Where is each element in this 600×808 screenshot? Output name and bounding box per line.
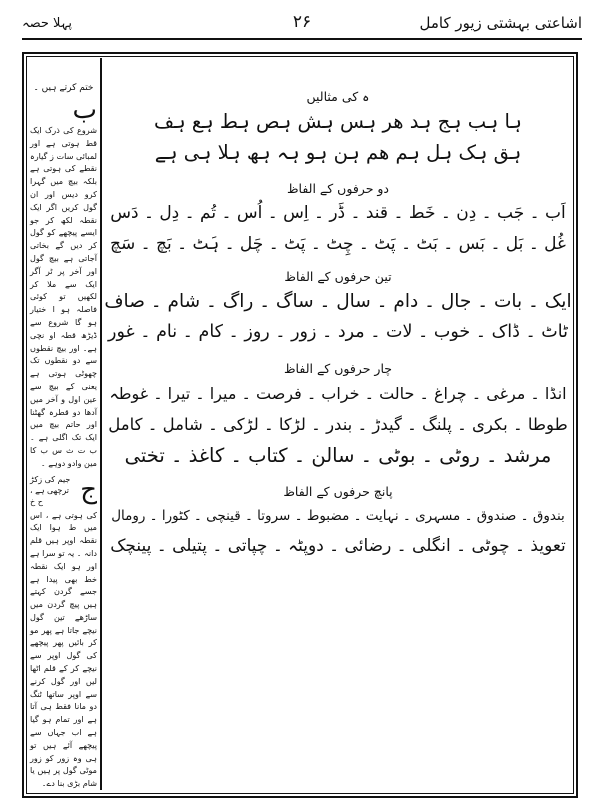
four-letter-words-line-2: طوطا ۔ بکری ۔ پلنگ ۔ گیدڑ ۔ بندر ۔ لڑکا ۔ لڑکی ۔ شامل ۔ کامل bbox=[108, 415, 568, 434]
page-header bbox=[22, 12, 582, 38]
part-label: پہلا حصہ bbox=[22, 16, 73, 31]
margin-letter-jeem-note: جیم کی زکڑ ترچھی ہے ، ح خ bbox=[30, 474, 71, 506]
three-letter-words-line-1: ایک ۔ بات ۔ جال ۔ دام ۔ سال ۔ ساگ ۔ راگ ۔ شام ۔ صاف bbox=[104, 291, 572, 312]
section-heading-three-letter-words: تین حرفوں کے الفاظ bbox=[284, 269, 392, 284]
five-letter-words-line-1: بندوق ۔ صندوق ۔ مسہری ۔ نہایت ۔ مضبوط ۔ سروتا ۔ قینچی ۔ کٹورا ۔ رومال bbox=[111, 508, 565, 524]
book-title: اشاعتی بہشتی زیور کامل bbox=[419, 14, 582, 32]
section-heading-four-letter-words: چار حرفوں کے الفاظ bbox=[284, 361, 392, 376]
margin-intro: ختم کرتے ہیں ۔ bbox=[33, 83, 94, 93]
margin-letter-be: ب bbox=[72, 95, 97, 125]
three-letter-words-line-2: ٹاٹ ۔ ڈاک ۔ خوب ۔ لات ۔ مرد ۔ زور ۔ روز ۔ کام ۔ نام ۔ غور bbox=[108, 322, 568, 342]
two-letter-words-line-1: اَب ۔ جَب ۔ دِن ۔ خَط ۔ قند ۔ ڈَر ۔ اِس ۔ اُس ۔ تُم ۔ دِل ۔ دَس bbox=[110, 203, 566, 223]
section-heading-two-letter-words: دو حرفوں کے الفاظ bbox=[286, 181, 389, 196]
margin-note-be: شروع کی ذرک ایک قط ہوتی ہے اور لمبائی سات ز گیارہ نقطے کی ہوتی ہے بلکہ بیچ میں گہرا کرو دیس اور ان گول کریں اگر ایک نقطہ لکھ کر جو ایسے پیچھے کو گول کر دیں گے بخاتی آجاتی ہے بیچ گول اور آخر پر ٹر آگر ایک سے ملا کر لکھیں تو کوئی فاصلہ ہو ا ختیار ہو گا شروع سے ڈیڑھ قطہ او نچی ہے۔ اور بیچ نقطوں سے دو نقطوں تک چھوٹی ہوتی ہے یعنی کے بیچ سے عین اول و آخر میں آدھا دو قطرہ گھٹنا اور حاتم بیچ میں ایک تک اگلی ہے ۔ ب ت ث س ب کا مین وادو دوہے ۔ bbox=[30, 125, 97, 468]
margin-letter-jeem-row bbox=[30, 474, 97, 507]
section-heading-five-letter-words: پانچ حرفوں کے الفاظ bbox=[283, 484, 393, 499]
page-number: ۲۶ bbox=[292, 12, 312, 32]
he-examples-line-2: ہق ہک ہل ہم ھم ہن ہو ہہ ہھ ہلا ہی ہے bbox=[154, 141, 522, 164]
four-letter-words-line-3: مرشد ۔ روٹی ۔ بوٹی ۔ سالن ۔ کتاب ۔ کاغذ ۔ تختی bbox=[124, 444, 552, 467]
section-heading-he-examples: ہ کی مثالیں bbox=[306, 89, 370, 104]
four-letter-words-line-1: انڈا ۔ مرغی ۔ چراغ ۔ حالت ۔ خراب ۔ فرصت ۔ میرا ۔ تیرا ۔ غوطہ bbox=[109, 384, 567, 403]
main-text-column bbox=[104, 58, 572, 790]
header-rule bbox=[22, 38, 582, 40]
margin-note-jeem: کی ہوتی ہے ، اس میں ط ہوا ایک نقطہ اوپر ہیں قلم دانہ ۔ یہ تو سرا ہے اور ہو ایک نقطہ خط بھی پیدا ہے جسے گردن کہتے ہیں پیچ گردن میں ساڑھے تین گول نیچے جاتا ہے پھر مو کر بائیں پھر پیچھے کی گول اوپر سے نیچے کر کے قلم اٹھا لیں اور گول کرنے سے اوپر ساتھا ٹنگ دو مانا فقط ہی آتا ہے اور تمام ہو گیا ہے اب جہاں سے پیچھے آئے ہیں تو ہی وہ زور کو زور موٹی گول پر ہیں یا شام بڑی بنا دے۔ bbox=[30, 509, 97, 789]
he-examples-line-1: ہا ہب ہج ہد ھر ہس ہش ہص ہط ہع ہف bbox=[154, 110, 522, 133]
two-letter-words-line-2: غُل ۔ بَل ۔ بَس ۔ بَٹ ۔ پَٹ ۔ چِٹ ۔ پَٹ ۔ چَل ۔ ہَٹ ۔ بَچ ۔ سَچ bbox=[110, 234, 566, 254]
five-letter-words-line-2: تعویذ ۔ چوٹی ۔ انگلی ۔ رضائی ۔ دوپٹہ ۔ چپاتی ۔ پتیلی ۔ پینچک bbox=[110, 536, 566, 556]
margin-notes-column bbox=[28, 58, 102, 790]
margin-letter-jeem: ج bbox=[80, 475, 97, 506]
